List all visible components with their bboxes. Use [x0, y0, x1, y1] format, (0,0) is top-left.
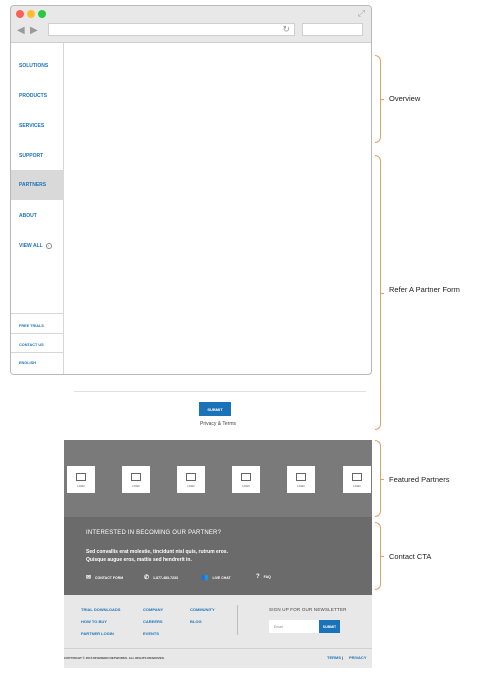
footer-community[interactable]: COMMUNITY	[190, 607, 215, 612]
faq-link[interactable]: ? FAQ	[256, 574, 271, 580]
terms-link[interactable]: TERMS	[327, 655, 341, 660]
cta-title: INTERESTED IN BECOMING OUR PARTNER?	[86, 530, 222, 536]
legal-separator: |	[342, 655, 344, 660]
sidebar-nav	[11, 43, 64, 375]
footer-events[interactable]: EVENTS	[143, 631, 160, 636]
footer-careers[interactable]: CAREERS	[143, 619, 163, 624]
image-icon	[352, 473, 362, 481]
phone-icon: ✆	[144, 575, 150, 581]
copyright-text: COPYRIGHT © 2015 RIVERBED NETWORKS. ALL RIGHTS RESERVED.	[64, 656, 165, 660]
footer-rule	[64, 648, 372, 649]
footer-trial-downloads[interactable]: TRIAL DOWNLOADS	[81, 607, 121, 612]
sidebar-divider	[11, 313, 64, 314]
footer	[64, 595, 372, 668]
image-icon	[131, 473, 141, 481]
featured-partners	[64, 440, 372, 517]
maximize-window-button[interactable]	[38, 10, 46, 18]
image-icon	[296, 473, 306, 481]
form-divider	[74, 391, 366, 392]
browser-window	[10, 5, 372, 375]
partner-logo-card[interactable]: LOGO	[287, 466, 315, 493]
form-bracket	[375, 155, 381, 430]
cta-bracket	[375, 522, 381, 590]
sidebar-divider	[11, 352, 64, 353]
submit-button[interactable]: SUBMIT	[199, 402, 231, 416]
overview-bracket	[375, 55, 381, 143]
privacy-terms-link[interactable]: Privacy & Terms	[199, 421, 237, 427]
featured-partners-annotation: Featured Partners	[389, 475, 450, 484]
cta-text-line2: Quisque augue eros, mattis sed hendrerit in.	[86, 557, 192, 563]
refer-form-annotation: Refer A Partner Form	[389, 285, 460, 294]
privacy-link[interactable]: PRIVACY	[349, 655, 367, 660]
cta-text-line1: Sed convallis erat molestie, tincidunt nisl quis, rutrum eros.	[86, 549, 228, 555]
overview-annotation: Overview	[389, 94, 421, 103]
forward-arrow-icon[interactable]: ▶	[30, 25, 38, 36]
image-icon	[186, 473, 196, 481]
fullscreen-icon[interactable]: ⤢	[357, 8, 365, 18]
partner-logo-card[interactable]: LOGO	[177, 466, 205, 493]
sidebar-item-about[interactable]: ABOUT	[19, 213, 37, 219]
minimize-window-button[interactable]	[27, 10, 35, 18]
footer-how-to-buy[interactable]: HOW TO BUY	[81, 619, 107, 624]
partner-logo-card[interactable]: LOGO	[232, 466, 260, 493]
footer-blog[interactable]: BLOG	[190, 619, 202, 624]
sidebar-item-view-all[interactable]: VIEW ALL ›	[11, 231, 64, 261]
people-icon: 👥	[201, 575, 209, 581]
footer-company[interactable]: COMPANY	[143, 607, 164, 612]
sidebar-item-partners[interactable]: PARTNERS	[11, 170, 64, 200]
url-bar[interactable]	[48, 23, 295, 36]
sidebar-item-solutions[interactable]: SOLUTIONS	[19, 63, 49, 69]
partner-logo-card[interactable]: LOGO	[343, 466, 371, 493]
featured-bracket	[375, 440, 381, 517]
image-icon	[76, 473, 86, 481]
footer-divider	[237, 605, 238, 635]
live-chat-link[interactable]: 👥 LIVE CHAT	[201, 575, 231, 581]
back-arrow-icon[interactable]: ◀	[17, 25, 25, 36]
phone-link[interactable]: ✆ 1-877-483-7233	[144, 575, 178, 581]
partner-logo-card[interactable]: LOGO	[122, 466, 150, 493]
sidebar-divider	[11, 333, 64, 334]
newsletter-title: SIGN UP FOR OUR NEWSLETTER	[269, 607, 347, 612]
question-icon: ?	[256, 574, 260, 580]
sidebar-item-support[interactable]: SUPPORT	[19, 153, 44, 159]
sidebar-contact-us[interactable]: CONTACT US	[19, 343, 44, 347]
close-window-button[interactable]	[16, 10, 24, 18]
reload-icon[interactable]: ↻	[282, 24, 290, 34]
chevron-down-icon: ›	[46, 243, 52, 249]
newsletter-submit-button[interactable]: SUBMIT	[319, 620, 340, 633]
sidebar-item-products[interactable]: PRODUCTS	[19, 93, 48, 99]
envelope-icon: ✉	[86, 575, 92, 581]
contact-cta	[64, 517, 372, 595]
sidebar-english[interactable]: ENGLISH	[19, 361, 36, 365]
browser-titlebar	[11, 6, 371, 43]
newsletter-email-input[interactable]: Email	[269, 620, 319, 633]
footer-partner-login[interactable]: PARTNER LOGIN	[81, 631, 114, 636]
image-icon	[241, 473, 251, 481]
sidebar-free-trials[interactable]: FREE TRIALS	[19, 324, 44, 328]
partner-logo-card[interactable]: LOGO	[67, 466, 95, 493]
contact-form-link[interactable]: ✉ CONTACT FORM	[86, 575, 124, 581]
browser-search-bar[interactable]	[302, 23, 363, 36]
contact-cta-annotation: Contact CTA	[389, 552, 432, 561]
sidebar-item-services[interactable]: SERVICES	[19, 123, 45, 129]
